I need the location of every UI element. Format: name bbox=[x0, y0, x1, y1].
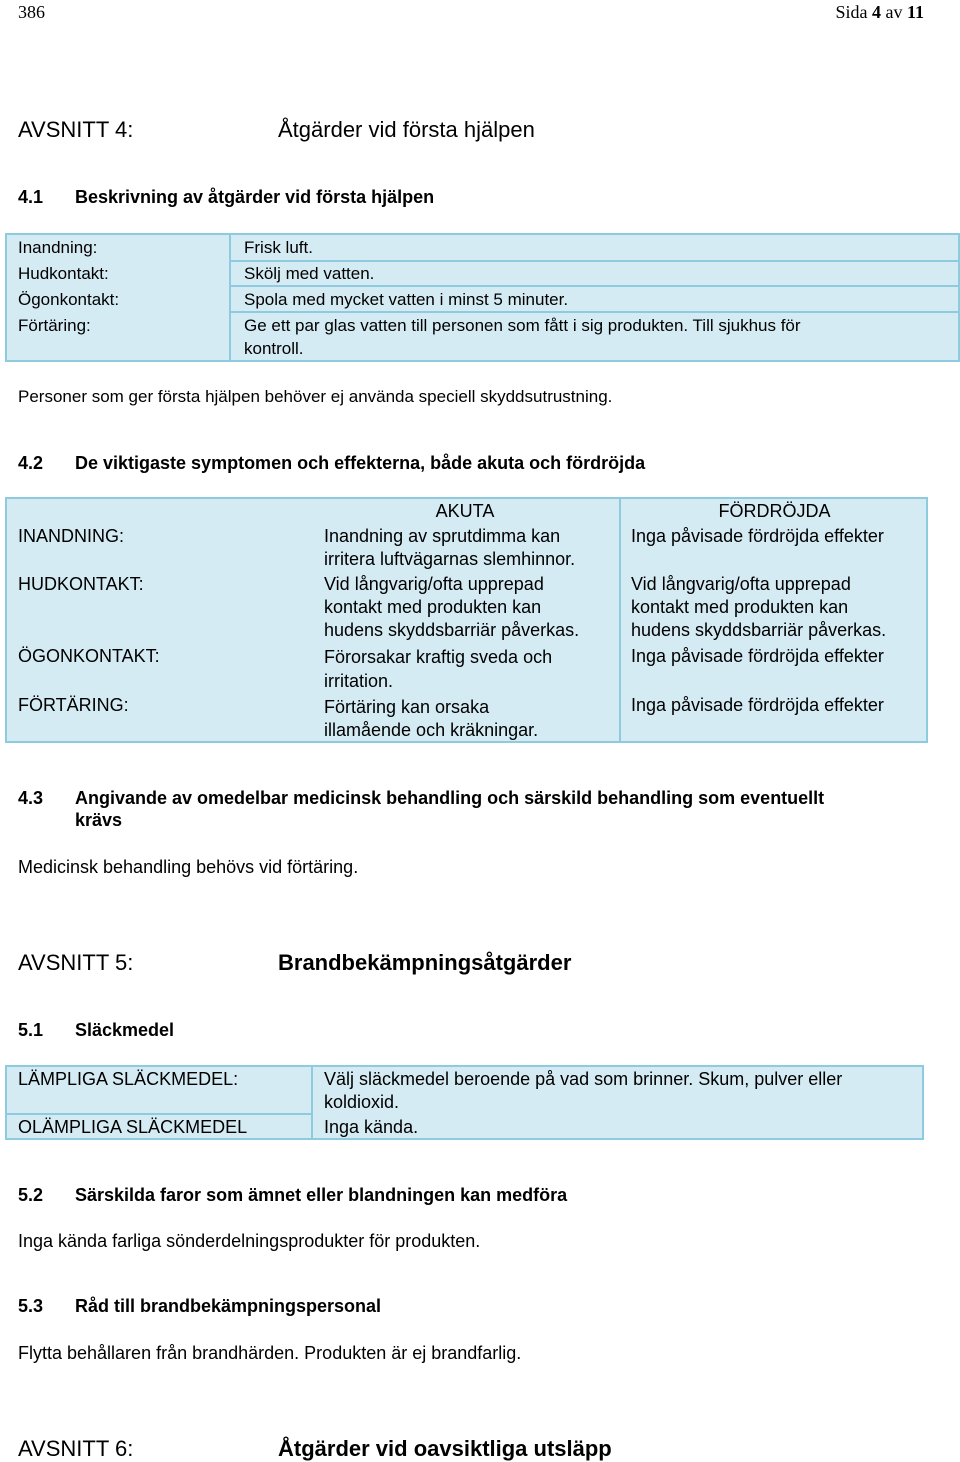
symptoms-delayed-eyes: Inga påvisade fördröjda effekter bbox=[631, 646, 884, 666]
first-aid-label-inhalation: Inandning: bbox=[18, 238, 98, 257]
first-aid-label-ingestion: Förtäring: bbox=[18, 316, 91, 335]
symptoms-acute-eyes-line1: Förorsakar kraftig sveda och bbox=[324, 647, 553, 667]
page-total: 11 bbox=[906, 2, 924, 22]
first-aid-note: Personer som ger första hjälpen behöver ej använda speciell skyddsutrustning. bbox=[18, 387, 613, 406]
subsection-5-2-text: Inga kända farliga sönderdelningsprodukter för produkten. bbox=[18, 1231, 481, 1251]
first-aid-value-inhalation: Frisk luft. bbox=[244, 238, 313, 257]
first-aid-value-skin: Skölj med vatten. bbox=[244, 264, 375, 283]
section-6-title: Åtgärder vid oavsiktliga utsläpp bbox=[278, 1436, 612, 1461]
section-5-title: Brandbekämpningsåtgärder bbox=[278, 950, 572, 975]
symptoms-delayed-inhalation: Inga påvisade fördröjda effekter bbox=[631, 526, 884, 546]
symptoms-label-inhalation: INANDNING: bbox=[18, 526, 125, 546]
symptoms-delayed-ingestion: Inga påvisade fördröjda effekter bbox=[631, 695, 884, 715]
symptoms-acute-ingestion-line1: Förtäring kan orsaka bbox=[324, 697, 490, 717]
first-aid-table-divider bbox=[229, 233, 231, 362]
subsection-4-1-number: 4.1 bbox=[18, 187, 44, 207]
first-aid-row-separator bbox=[229, 285, 960, 287]
symptoms-delayed-skin-line3: hudens skyddsbarriär påverkas. bbox=[631, 620, 887, 640]
subsection-5-3-number: 5.3 bbox=[18, 1296, 44, 1316]
symptoms-delayed-skin-line1: Vid långvarig/ofta upprepad bbox=[631, 574, 851, 594]
extinguishing-label-suitable: LÄMPLIGA SLÄCKMEDEL: bbox=[18, 1069, 239, 1089]
symptoms-acute-eyes-line2: irritation. bbox=[324, 671, 394, 691]
first-aid-value-eyes: Spola med mycket vatten i minst 5 minuter. bbox=[244, 290, 569, 309]
subsection-4-2-number: 4.2 bbox=[18, 453, 44, 473]
symptoms-table-divider bbox=[619, 497, 621, 743]
subsection-5-3-title: Råd till brandbekämpningspersonal bbox=[75, 1296, 382, 1316]
first-aid-row-separator bbox=[229, 311, 960, 313]
subsection-4-3-text: Medicinsk behandling behövs vid förtäring. bbox=[18, 857, 359, 877]
first-aid-label-eyes: Ögonkontakt: bbox=[18, 290, 120, 309]
symptoms-label-eyes: ÖGONKONTAKT: bbox=[18, 646, 160, 666]
section-4-label: AVSNITT 4: bbox=[18, 117, 134, 142]
page-number: 386 bbox=[18, 2, 45, 22]
symptoms-label-ingestion: FÖRTÄRING: bbox=[18, 695, 129, 715]
symptoms-label-skin: HUDKONTAKT: bbox=[18, 574, 144, 594]
extinguishing-row-separator bbox=[5, 1113, 311, 1115]
page-current: 4 bbox=[871, 2, 881, 22]
subsection-4-2-title: De viktigaste symptomen och effekterna, både akuta och fördröjda bbox=[75, 453, 646, 473]
symptoms-header-delayed: FÖRDRÖJDA bbox=[718, 501, 831, 521]
first-aid-value-ingestion-line1: Ge ett par glas vatten till personen som fått i sig produkten. Till sjukhus för bbox=[244, 316, 801, 335]
extinguishing-value-unsuitable: Inga kända. bbox=[324, 1117, 419, 1137]
extinguishing-label-unsuitable: OLÄMPLIGA SLÄCKMEDEL bbox=[18, 1117, 248, 1137]
symptoms-acute-ingestion-line2: illamående och kräkningar. bbox=[324, 720, 539, 740]
page-indicator bbox=[835, 1, 924, 24]
subsection-5-2-number: 5.2 bbox=[18, 1185, 44, 1205]
symptoms-delayed-skin-line2: kontakt med produkten kan bbox=[631, 597, 849, 617]
symptoms-acute-inhalation-line1: Inandning av sprutdimma kan bbox=[324, 526, 561, 546]
subsection-5-1-number: 5.1 bbox=[18, 1020, 44, 1040]
symptoms-header-acute: AKUTA bbox=[435, 501, 495, 521]
page-of: av bbox=[885, 2, 903, 22]
symptoms-acute-skin-line2: kontakt med produkten kan bbox=[324, 597, 542, 617]
symptoms-acute-skin-line3: hudens skyddsbarriär påverkas. bbox=[324, 620, 580, 640]
subsection-5-2-title: Särskilda faror som ämnet eller blandningen kan medföra bbox=[75, 1185, 568, 1205]
symptoms-acute-inhalation-line2: irritera luftvägarnas slemhinnor. bbox=[324, 549, 576, 569]
symptoms-acute-skin-line1: Vid långvarig/ofta upprepad bbox=[324, 574, 544, 594]
subsection-4-3-number: 4.3 bbox=[18, 788, 44, 808]
page-label: Sida bbox=[835, 2, 868, 22]
subsection-5-1-title: Släckmedel bbox=[75, 1020, 175, 1040]
subsection-4-1-title: Beskrivning av åtgärder vid första hjälpen bbox=[75, 187, 435, 207]
subsection-4-3-title-line1: Angivande av omedelbar medicinsk behandling och särskild behandling som eventuellt bbox=[75, 788, 825, 808]
subsection-5-3-text: Flytta behållaren från brandhärden. Produkten är ej brandfarlig. bbox=[18, 1343, 522, 1363]
extinguishing-table-divider bbox=[311, 1065, 313, 1140]
subsection-4-3-title-line2: krävs bbox=[75, 810, 123, 830]
first-aid-label-skin: Hudkontakt: bbox=[18, 264, 109, 283]
extinguishing-value-suitable-line1: Välj släckmedel beroende på vad som brinner. Skum, pulver eller bbox=[324, 1069, 843, 1089]
section-6-label: AVSNITT 6: bbox=[18, 1436, 134, 1461]
section-5-label: AVSNITT 5: bbox=[18, 950, 134, 975]
first-aid-value-ingestion-line2: kontroll. bbox=[244, 339, 304, 358]
section-4-title: Åtgärder vid första hjälpen bbox=[278, 117, 535, 142]
extinguishing-value-suitable-line2: koldioxid. bbox=[324, 1092, 400, 1112]
